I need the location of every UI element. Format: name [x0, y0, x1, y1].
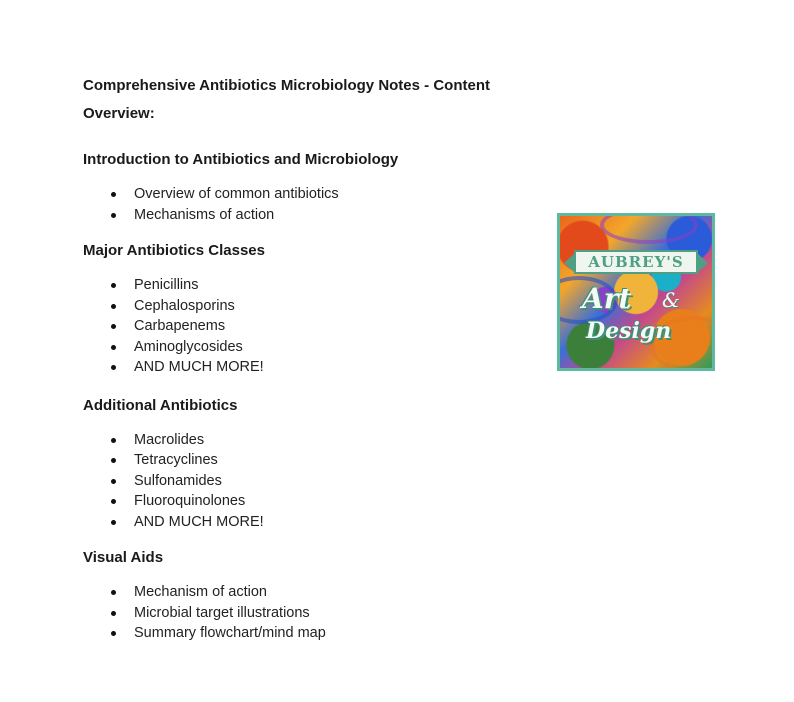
list-item: Mechanism of action	[83, 582, 543, 603]
list-item: Overview of common antibiotics	[83, 184, 543, 205]
document-body	[83, 72, 543, 654]
logo-design-text: Design	[586, 318, 672, 344]
section-additional-antibiotics	[83, 394, 543, 533]
list-item: Cephalosporins	[83, 296, 543, 317]
list-item: Mechanisms of action	[83, 205, 543, 226]
section-major-classes	[83, 239, 543, 378]
marble-swirl	[600, 213, 698, 244]
section-heading: Introduction to Antibiotics and Microbiology	[83, 151, 399, 168]
bullet-list	[83, 184, 543, 225]
section-introduction	[83, 148, 543, 225]
logo-art-text: Art	[582, 282, 632, 315]
section-heading: Major Antibiotics Classes	[83, 242, 265, 259]
document-title: Comprehensive Antibiotics Microbiology Notes - Content Overview:	[83, 77, 490, 122]
list-item: AND MUCH MORE!	[83, 512, 543, 533]
list-item: AND MUCH MORE!	[83, 357, 543, 378]
section-heading: Additional Antibiotics	[83, 396, 238, 414]
list-item: Fluoroquinolones	[83, 491, 543, 512]
bullet-list	[83, 275, 543, 378]
bullet-list	[83, 430, 543, 533]
list-item: Carbapenems	[83, 316, 543, 337]
section-visual-aids	[83, 546, 543, 644]
brand-logo	[557, 213, 715, 371]
bullet-list	[83, 582, 543, 644]
list-item: Tetracyclines	[83, 450, 543, 471]
logo-ribbon: AUBREY'S	[574, 250, 698, 274]
list-item: Aminoglycosides	[83, 337, 543, 358]
list-item: Microbial target illustrations	[83, 603, 543, 624]
list-item: Penicillins	[83, 275, 543, 296]
list-item: Sulfonamides	[83, 471, 543, 492]
section-heading: Visual Aids	[83, 549, 164, 566]
list-item: Macrolides	[83, 430, 543, 451]
list-item: Summary flowchart/mind map	[83, 623, 543, 644]
logo-ampersand: &	[662, 288, 680, 312]
